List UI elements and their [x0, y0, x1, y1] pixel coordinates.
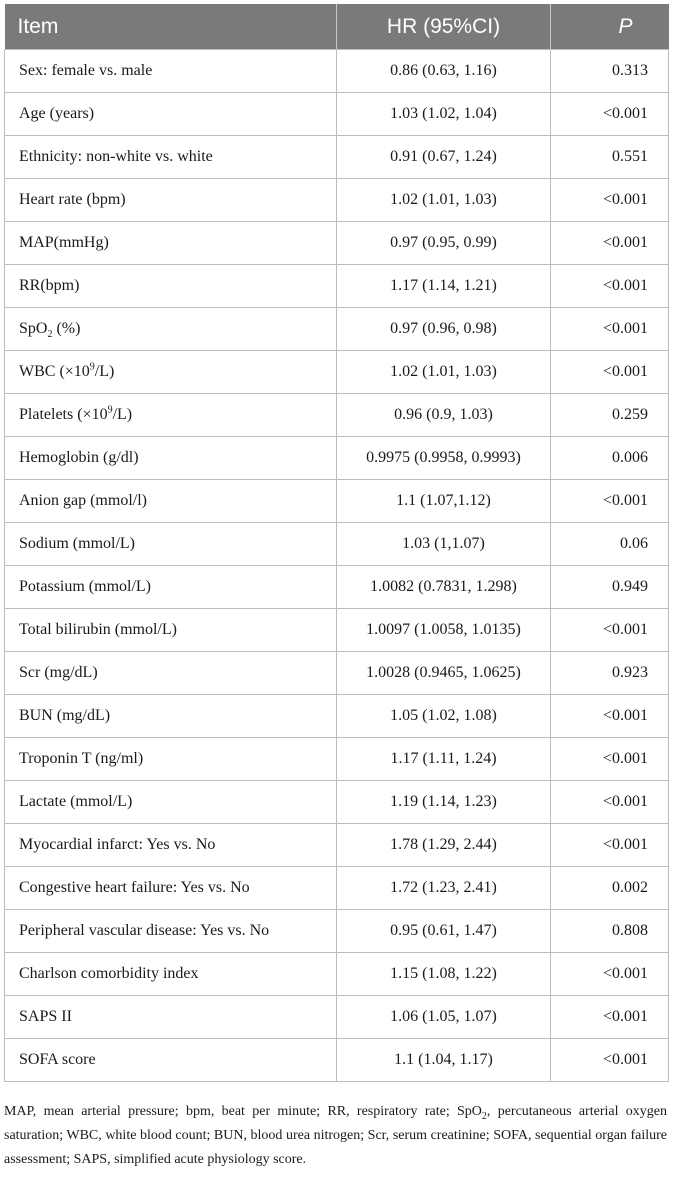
cell-p-value: <0.001: [551, 480, 669, 523]
cell-hazard-ratio: 1.0028 (0.9465, 1.0625): [337, 652, 551, 695]
footnote-subscript: 2: [481, 1110, 487, 1122]
cell-item: MAP(mmHg): [5, 222, 337, 265]
cell-item: [5, 351, 337, 394]
table-row: [5, 824, 669, 867]
table-row: [5, 695, 669, 738]
cell-item-text: WBC (×10: [19, 363, 90, 380]
cell-hazard-ratio: 1.03 (1.02, 1.04): [337, 93, 551, 136]
cell-p-value: 0.06: [551, 523, 669, 566]
cell-p-value: <0.001: [551, 351, 669, 394]
table-row: [5, 609, 669, 652]
cell-hazard-ratio: 1.17 (1.11, 1.24): [337, 738, 551, 781]
cell-item: Sodium (mmol/L): [5, 523, 337, 566]
cell-item: Charlson comorbidity index: [5, 953, 337, 996]
cell-item: SAPS II: [5, 996, 337, 1039]
cell-hazard-ratio: 0.86 (0.63, 1.16): [337, 50, 551, 93]
table-row: [5, 953, 669, 996]
table-row: [5, 1039, 669, 1082]
cell-hazard-ratio: 1.05 (1.02, 1.08): [337, 695, 551, 738]
cell-item: Congestive heart failure: Yes vs. No: [5, 867, 337, 910]
table-row: [5, 910, 669, 953]
table-row: [5, 867, 669, 910]
table-row: [5, 566, 669, 609]
column-header-p: P: [551, 4, 669, 50]
cell-item: [5, 308, 337, 351]
table-container: [4, 4, 668, 1186]
table-row: [5, 136, 669, 179]
table-row: [5, 394, 669, 437]
cell-hazard-ratio: 1.1 (1.07,1.12): [337, 480, 551, 523]
cell-p-value: 0.259: [551, 394, 669, 437]
table-row: [5, 308, 669, 351]
cell-p-value: 0.808: [551, 910, 669, 953]
cell-hazard-ratio: 1.0082 (0.7831, 1.298): [337, 566, 551, 609]
column-header-hr: HR (95%CI): [337, 4, 551, 50]
table-row: [5, 265, 669, 308]
cell-hazard-ratio: 1.15 (1.08, 1.22): [337, 953, 551, 996]
cell-p-value: <0.001: [551, 222, 669, 265]
cell-item: RR(bpm): [5, 265, 337, 308]
table-row: [5, 996, 669, 1039]
table-row: [5, 652, 669, 695]
cell-item: Sex: female vs. male: [5, 50, 337, 93]
cell-item: Peripheral vascular disease: Yes vs. No: [5, 910, 337, 953]
cell-item: Age (years): [5, 93, 337, 136]
cell-hazard-ratio: 0.91 (0.67, 1.24): [337, 136, 551, 179]
cell-item: Lactate (mmol/L): [5, 781, 337, 824]
header-row: [5, 4, 669, 50]
cell-item-superscript: 9: [107, 404, 113, 416]
table-row: [5, 781, 669, 824]
cell-hazard-ratio: 0.95 (0.61, 1.47): [337, 910, 551, 953]
cell-p-value: <0.001: [551, 695, 669, 738]
cell-hazard-ratio: 0.96 (0.9, 1.03): [337, 394, 551, 437]
cell-item-subscript: 2: [47, 329, 53, 341]
table-row: [5, 738, 669, 781]
cell-hazard-ratio: 1.19 (1.14, 1.23): [337, 781, 551, 824]
cell-hazard-ratio: 0.9975 (0.9958, 0.9993): [337, 437, 551, 480]
cell-item: Heart rate (bpm): [5, 179, 337, 222]
cell-p-value: <0.001: [551, 93, 669, 136]
table-row: [5, 480, 669, 523]
cell-p-value: 0.313: [551, 50, 669, 93]
cell-p-value: <0.001: [551, 781, 669, 824]
cell-item: SOFA score: [5, 1039, 337, 1082]
cell-p-value: 0.551: [551, 136, 669, 179]
cell-item: BUN (mg/dL): [5, 695, 337, 738]
cell-hazard-ratio: 0.97 (0.96, 0.98): [337, 308, 551, 351]
table-body: [5, 50, 669, 1082]
cell-p-value: <0.001: [551, 308, 669, 351]
cell-hazard-ratio: 1.06 (1.05, 1.07): [337, 996, 551, 1039]
cell-hazard-ratio: 1.72 (1.23, 2.41): [337, 867, 551, 910]
cell-p-value: 0.923: [551, 652, 669, 695]
column-header-item: Item: [5, 4, 337, 50]
cell-item: Hemoglobin (g/dl): [5, 437, 337, 480]
cell-item: Total bilirubin (mmol/L): [5, 609, 337, 652]
cell-item-text-suffix: (%): [52, 320, 81, 337]
cell-hazard-ratio: 1.1 (1.04, 1.17): [337, 1039, 551, 1082]
cell-item: Potassium (mmol/L): [5, 566, 337, 609]
cell-hazard-ratio: 1.03 (1,1.07): [337, 523, 551, 566]
cell-hazard-ratio: 1.02 (1.01, 1.03): [337, 351, 551, 394]
table-header: [5, 4, 669, 50]
table-row: [5, 50, 669, 93]
cell-p-value: <0.001: [551, 824, 669, 867]
table-row: [5, 179, 669, 222]
cell-item: Troponin T (ng/ml): [5, 738, 337, 781]
cell-p-value: 0.002: [551, 867, 669, 910]
cell-hazard-ratio: 1.02 (1.01, 1.03): [337, 179, 551, 222]
cell-item-text-suffix: /L): [94, 363, 115, 380]
cell-item-text: SpO: [19, 320, 48, 337]
cell-p-value: <0.001: [551, 996, 669, 1039]
cell-p-value: <0.001: [551, 179, 669, 222]
cell-item-text: Platelets (×10: [19, 406, 108, 423]
cell-p-value: <0.001: [551, 1039, 669, 1082]
table-row: [5, 93, 669, 136]
cell-item: Scr (mg/dL): [5, 652, 337, 695]
table-row: [5, 351, 669, 394]
cell-item: [5, 394, 337, 437]
cell-p-value: <0.001: [551, 738, 669, 781]
cell-p-value: <0.001: [551, 609, 669, 652]
cell-p-value: <0.001: [551, 953, 669, 996]
cell-item: Anion gap (mmol/l): [5, 480, 337, 523]
table-footnote: [4, 1100, 668, 1172]
cell-hazard-ratio: 1.78 (1.29, 2.44): [337, 824, 551, 867]
cell-p-value: 0.949: [551, 566, 669, 609]
cell-item: Ethnicity: non-white vs. white: [5, 136, 337, 179]
table-row: [5, 523, 669, 566]
cell-hazard-ratio: 0.97 (0.95, 0.99): [337, 222, 551, 265]
cell-hazard-ratio: 1.0097 (1.0058, 1.0135): [337, 609, 551, 652]
hazard-ratio-table: [4, 4, 669, 1082]
table-row: [5, 222, 669, 265]
table-row: [5, 437, 669, 480]
cell-p-value: <0.001: [551, 265, 669, 308]
footnote-text-part2: , percutaneous arterial oxygen saturation; WBC, white blood count; BUN, blood urea nitrogen; Scr, serum creatinine; SOFA, sequential organ failure assessment; SAPS, simplified acute physiology score.: [4, 1104, 667, 1167]
cell-item-superscript: 9: [89, 361, 95, 373]
cell-item-text-suffix: /L): [112, 406, 133, 423]
cell-p-value: 0.006: [551, 437, 669, 480]
cell-item: Myocardial infarct: Yes vs. No: [5, 824, 337, 867]
cell-hazard-ratio: 1.17 (1.14, 1.21): [337, 265, 551, 308]
footnote-text-part1: MAP, mean arterial pressure; bpm, beat per minute; RR, respiratory rate; SpO: [4, 1104, 482, 1119]
